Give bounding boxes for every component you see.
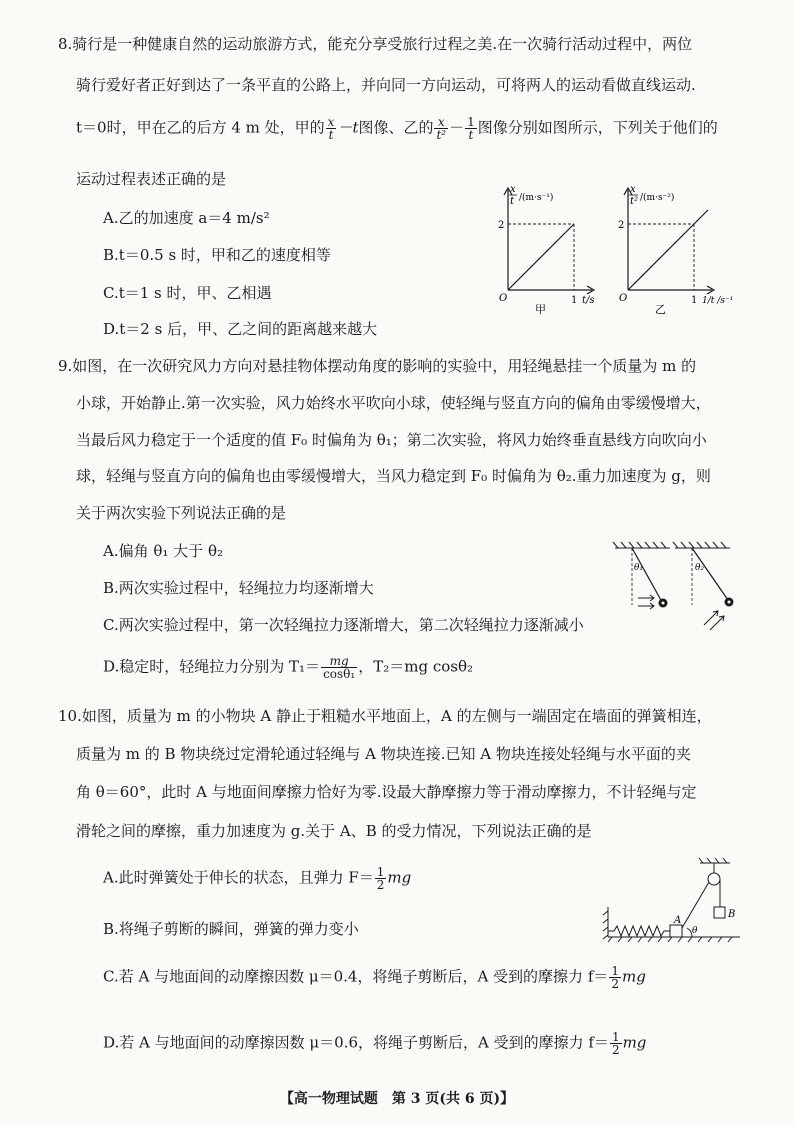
theta-label: θ <box>692 926 698 936</box>
q8-option-a: A.乙的加速度 a＝4 m/s² <box>103 209 270 227</box>
q8-line4: 运动过程表述正确的是 <box>76 170 227 188</box>
q10-line4: 滑轮之间的摩擦，重力加速度为 g.关于 A、B 的受力情况，下列说法正确的是 <box>76 822 592 840</box>
yi-name: 乙 <box>655 303 666 316</box>
q8-line1: 8.骑行是一种健康自然的运动旅游方式，能充分享受旅行过程之美.在一次骑行活动过程中，两位 <box>58 35 693 53</box>
q8-line2: 骑行爱好者正好到达了一条平直的公路上，并向同一方向运动，可将两人的运动看做直线运动. <box>76 76 696 94</box>
q10-d-frac: $\frac{1}{2}$ <box>611 1030 620 1057</box>
q10-line3: 角 θ＝60°，此时 A 与地面间摩擦力恰好为零.设最大静摩擦力等于滑动摩擦力，不计轻绳与定 <box>76 783 697 801</box>
q10-a-mg: mg <box>387 868 412 887</box>
q9-option-c: C.两次实验过程中，第一次轻绳拉力逐渐增大，第二次轻绳拉力逐渐减小 <box>103 616 584 634</box>
jia-tick-x: 1 <box>571 295 578 306</box>
q10-line2: 质量为 m 的 B 物块绕过定滑轮通过轻绳与 A 物块连接.已知 A 物块连接处轻绳与水平面的夹 <box>76 745 691 763</box>
jia-y-unit: /(m·s⁻¹) <box>519 193 554 203</box>
q8-option-c: C.t＝1 s 时，甲、乙相遇 <box>103 284 272 302</box>
q8-minus: － <box>449 118 465 137</box>
block-b-label: B <box>728 909 736 920</box>
q8-option-b: B.t＝0.5 s 时，甲和乙的速度相等 <box>103 246 331 264</box>
yi-x-label: 1/t /s⁻¹ <box>702 296 734 306</box>
q8-graphs <box>490 182 734 317</box>
q10-line1: 10.如图，质量为 m 的小物块 A 静止于粗糙水平地面上，A 的左侧与一端固定在墙面的弹簧相连， <box>58 707 712 725</box>
q8-line3 <box>76 116 718 141</box>
q8-line3-b: 图像、乙的 <box>358 118 434 137</box>
jia-name: 甲 <box>535 303 546 316</box>
yi-tick-y: 2 <box>618 220 625 231</box>
q9-option-b: B.两次实验过程中，轻绳拉力均逐渐增大 <box>103 579 374 597</box>
q9-option-a: A.偏角 θ₁ 大于 θ₂ <box>103 542 223 560</box>
q10-c-text: C.若 A 与地面间的动摩擦因数 μ＝0.4，将绳子剪断后，A 受到的摩擦力 f＝ <box>103 967 609 986</box>
page-footer: 【高一物理试题 第 3 页(共 6 页)】 <box>279 1091 515 1107</box>
yi-tick-x: 1 <box>691 295 698 306</box>
q9-line3: 当最后风力稳定于一个适度的值 F₀ 时偏角为 θ₁；第二次实验，将风力始终垂直悬线方向吹向小 <box>76 431 707 449</box>
q10-spring-pulley-figure <box>600 855 750 945</box>
q8-frac-x-t2: $\frac{x}{\text{t²}}$ <box>436 115 447 142</box>
q10-a-frac: $\frac{1}{2}$ <box>376 865 385 892</box>
yi-y-unit: /(m·s⁻²) <box>640 193 675 203</box>
q10-option-d <box>103 1031 646 1056</box>
q10-option-b: B.将绳子剪断的瞬间，弹簧的弹力变小 <box>103 920 359 938</box>
q10-d-text: D.若 A 与地面间的动摩擦因数 μ＝0.6，将绳子剪断后，A 受到的摩擦力 f＝ <box>103 1033 609 1052</box>
q8-frac-1-t: $\frac{1}{t}$ <box>467 115 475 142</box>
q9-option-d <box>103 655 473 680</box>
q8-frac-x-t: $\frac{x}{t}$ <box>327 115 335 142</box>
q9-d-text-b: ，T₂＝mg cosθ₂ <box>358 657 473 676</box>
q8-line3-c: 图像分别如图所示，下列关于他们的 <box>477 118 718 137</box>
q10-a-text: A.此时弹簧处于伸长的状态，且弹力 F＝ <box>103 868 374 887</box>
q10-option-a <box>103 866 411 891</box>
q9-d-frac: $\frac{mg}{\text{cosθ₁}}$ <box>323 654 356 681</box>
block-a-label: A <box>674 915 682 926</box>
q9-line4: 球，轻绳与竖直方向的偏角也由零缓慢增大，当风力稳定到 F₀ 时偏角为 θ₂.重力加速度为 g，则 <box>76 467 711 485</box>
q10-c-mg: mg <box>622 967 646 986</box>
yi-y-num: x <box>630 184 636 195</box>
jia-origin: O <box>499 293 508 304</box>
q8-line3-a: t＝0时，甲在乙的后方 4 m 处，甲的 <box>76 118 325 137</box>
q10-d-mg: mg <box>622 1033 647 1052</box>
q8-option-d: D.t＝2 s 后，甲、乙之间的距离越来越大 <box>103 320 378 338</box>
theta1-label: θ₁ <box>634 563 644 573</box>
jia-y-den: t <box>510 196 515 207</box>
q9-line1: 9.如图，在一次研究风力方向对悬挂物体摆动角度的影响的实验中，用轻绳悬挂一个质量为 m 的 <box>58 357 697 375</box>
q9-d-text-a: D.稳定时，轻绳拉力分别为 T₁＝ <box>103 657 321 676</box>
jia-y-num: x <box>510 184 516 195</box>
yi-origin: O <box>619 293 628 304</box>
yi-y-den: t² <box>630 196 639 207</box>
q9-line2: 小球，开始静止.第一次实验，风力始终水平吹向小球，使轻绳与竖直方向的偏角由零缓慢增大， <box>76 394 711 412</box>
q8-minus-t: －t <box>337 118 359 137</box>
jia-tick-y: 2 <box>498 220 505 231</box>
theta2-label: θ₂ <box>695 563 705 573</box>
jia-x-label: t/s <box>582 295 595 306</box>
graph-jia <box>504 188 594 294</box>
q10-c-frac: $\frac{1}{2}$ <box>611 964 620 991</box>
q9-line5: 关于两次实验下列说法正确的是 <box>76 504 287 522</box>
q10-option-c <box>103 965 646 990</box>
q9-pendulum-figure <box>610 540 750 635</box>
